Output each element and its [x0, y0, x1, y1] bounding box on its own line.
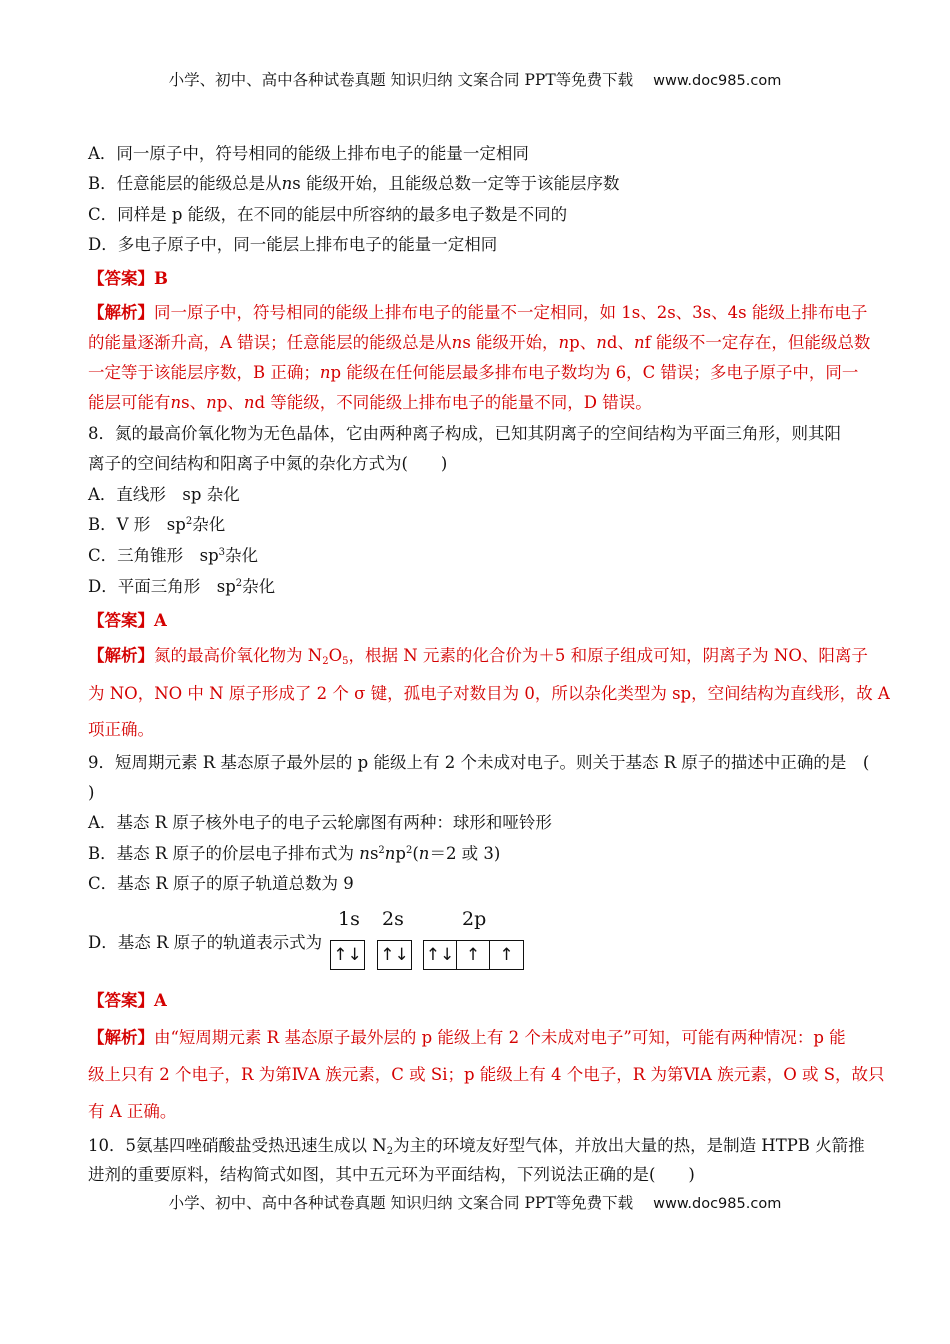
orbital-label-2s: 2s: [382, 908, 404, 930]
q9-explanation-line2: 级上只有 2 个电子，R 为第ⅣA 族元素，C 或 Si；p 能级上有 4 个电子，R 为第ⅥA 族元素，O 或 S，故只: [88, 1065, 885, 1084]
orbital-diagram: [328, 908, 528, 972]
q7-explanation-line4: 能层可能有ns、np、nd 等能级，不同能级上排布电子的能量不同，D 错误。: [88, 393, 652, 412]
q8-answer: 【答案】A: [88, 611, 167, 630]
q7-option-c: C．同样是 p 能级，在不同的能层中所容纳的最多电子数是不同的: [88, 205, 568, 224]
q9-answer: 【答案】A: [88, 991, 167, 1010]
q7-explanation-line2: 的能量逐渐升高，A 错误；任意能层的能级总是从ns 能级开始，np、nd、nf 能级不一定存在，但能级总数: [88, 333, 871, 352]
q8-explanation-line2: 为 NO，NO 中 N 原子形成了 2 个 σ 键，孤电子对数目为 0，所以杂化类型为 sp，空间结构为直线形，故 A: [88, 684, 890, 703]
footer-text: 小学、初中、高中各种试卷真题 知识归纳 文案合同 PPT等免费下载: [168, 1194, 634, 1212]
orbital-box-1s: [330, 940, 365, 970]
q7-explanation-line1: 【解析】同一原子中，符号相同的能级上排布电子的能量不一定相同，如 1s、2s、3s、4s 能级上排布电子: [88, 303, 868, 322]
q7-option-a: A．同一原子中，符号相同的能级上排布电子的能量一定相同: [88, 144, 529, 163]
q9-stem-line2: ): [88, 783, 95, 802]
q8-explanation-line1: 【解析】氮的最高价氧化物为 $N_2O_5$，根据 N 元素的化合价为＋5 和原子组成可知，阴离子为 NO、阳离子: [88, 646, 868, 667]
q8-option-c: C．三角锥形 $sp^3$杂化: [88, 546, 259, 565]
orbital-cell: ↑: [499, 945, 514, 965]
q7-option-d: D．多电子原子中，同一能层上排布电子的能量一定相同: [88, 235, 498, 254]
q9-option-c: C．基态 R 原子的原子轨道总数为 9: [88, 874, 354, 893]
orbital-cell: ↑↓: [380, 945, 409, 965]
orbital-box-2p: [423, 940, 524, 970]
orbital-label-1s: 1s: [338, 908, 360, 930]
q9-explanation-line1: 【解析】由“短周期元素 R 基态原子最外层的 p 能级上有 2 个未成对电子”可知，可能有两种情况：p 能: [88, 1028, 846, 1047]
page-footer: [0, 1191, 950, 1213]
q10-stem-line1: 10．5氨基四唑硝酸盐受热迅速生成以 $N_2$为主的环境友好型气体，并放出大量的热，是制造 HTPB 火箭推: [88, 1136, 865, 1157]
q8-option-d: D．平面三角形 $sp^2$杂化: [88, 577, 276, 596]
q8-stem-line2: 离子的空间结构和阳离子中氮的杂化方式为( ): [88, 454, 448, 473]
q10-stem-line2: 进剂的重要原料，结构简式如图，其中五元环为平面结构，下列说法正确的是( ): [88, 1165, 695, 1184]
q7-answer: 【答案】B: [88, 269, 168, 288]
orbital-cell: ↑↓: [424, 941, 457, 969]
orbital-label-2p: 2p: [462, 908, 487, 930]
header-text: 小学、初中、高中各种试卷真题 知识归纳 文案合同 PPT等免费下载: [168, 71, 634, 89]
footer-site: www.doc985.com: [653, 1196, 782, 1212]
q7-explanation-line3: 一定等于该能层序数，B 正确；np 能级在任何能层最多排布电子数均为 6，C 错误；多电子原子中，同一: [88, 363, 859, 382]
orbital-cell: ↑: [457, 941, 490, 969]
q8-option-b: B．V 形 $sp^2$杂化: [88, 515, 226, 534]
q9-explanation-line3: 有 A 正确。: [88, 1102, 177, 1121]
q8-stem-line1: 8．氮的最高价氧化物为无色晶体，它由两种离子构成，已知其阴离子的空间结构为平面三角形，则其阳: [88, 424, 841, 443]
header-site: www.doc985.com: [653, 73, 782, 89]
q8-explanation-line3: 项正确。: [88, 720, 154, 739]
q8-option-a: A．直线形 sp 杂化: [88, 485, 240, 504]
q9-option-b: B．基态 R 原子的价层电子排布式为 $ns^2np^2(n=2$ 或 3): [88, 844, 501, 863]
orbital-cell: ↑↓: [333, 945, 362, 965]
q9-option-d: D．基态 R 原子的轨道表示式为: [88, 933, 323, 952]
q9-option-a: A．基态 R 原子核外电子的电子云轮廓图有两种：球形和哑铃形: [88, 813, 552, 832]
q9-stem-line1: 9．短周期元素 R 基态原子最外层的 p 能级上有 2 个未成对电子。则关于基态 R 原子的描述中正确的是 (: [88, 753, 870, 772]
q7-option-b: B．任意能层的能级总是从ns 能级开始，且能级总数一定等于该能层序数: [88, 174, 620, 193]
page-header: [0, 68, 950, 90]
orbital-box-2s: [377, 940, 412, 970]
